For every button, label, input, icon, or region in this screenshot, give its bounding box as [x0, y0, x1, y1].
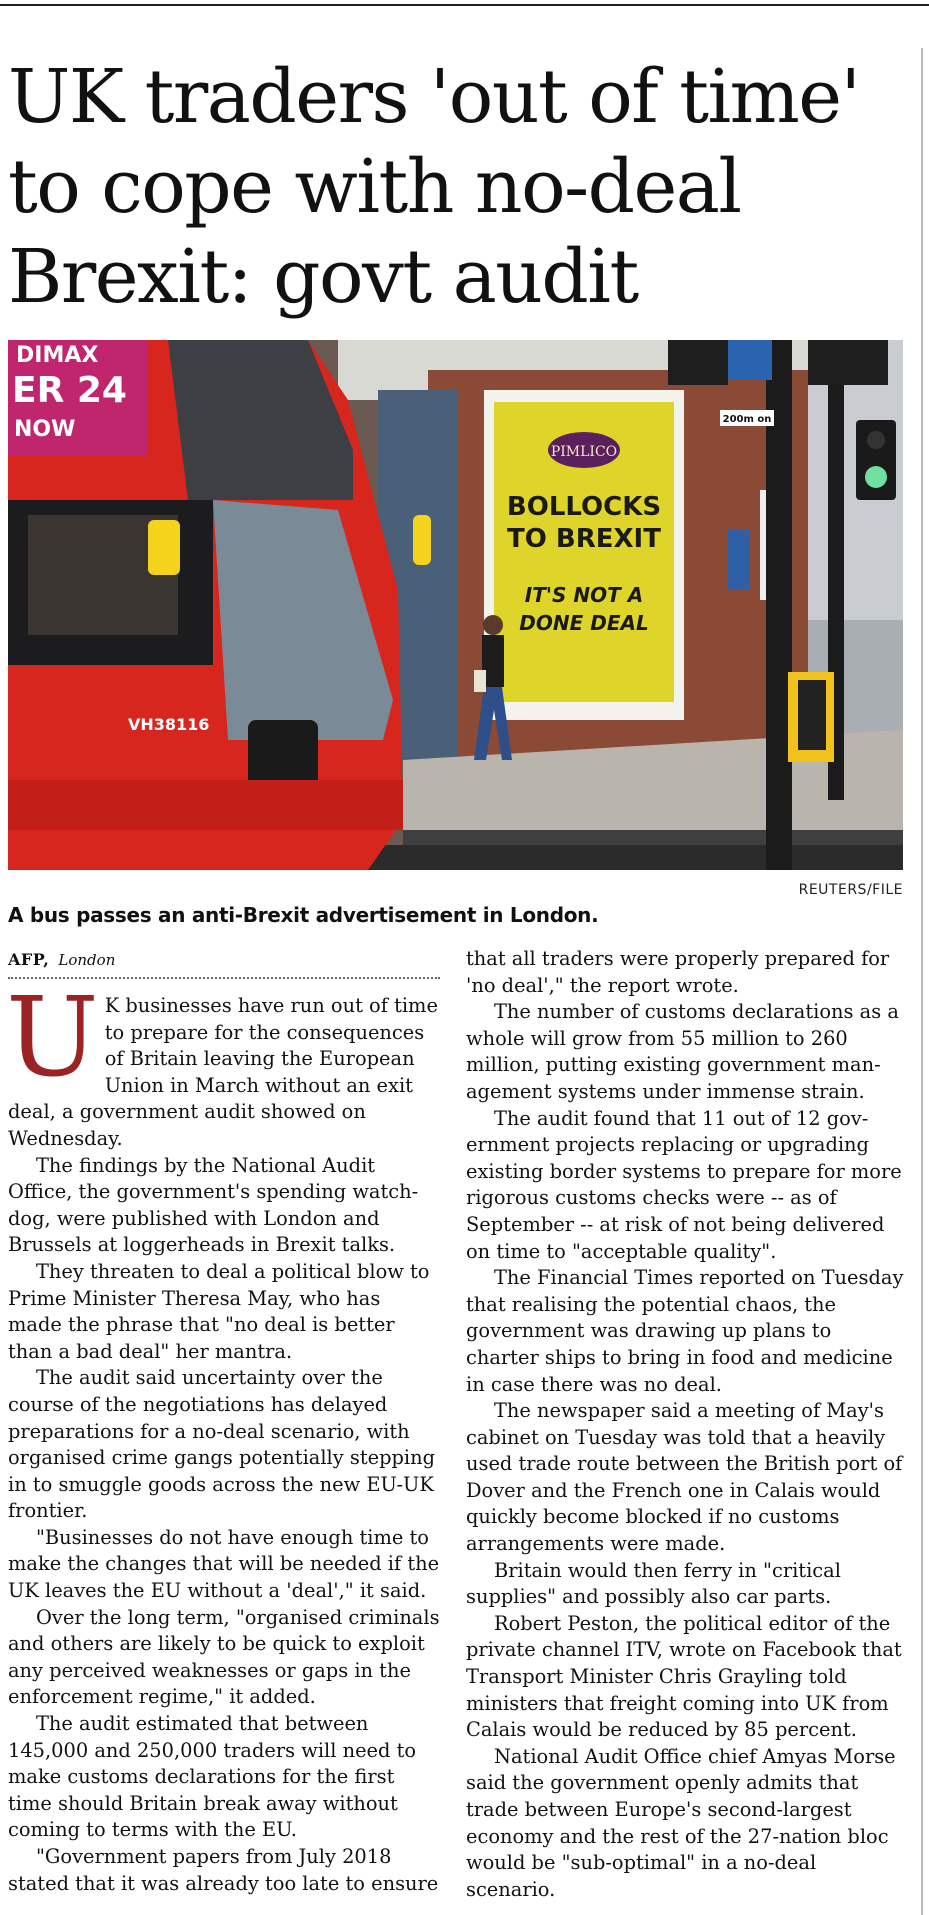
parking-sign: [728, 340, 772, 380]
article-column-left: [8, 945, 440, 1897]
news-photo: [8, 340, 903, 870]
body-paragraph: The Financial Times reported on Tuesday that realising the potential chaos, the government was drawing up plans to charter ships to bring in food and medicine in case there was no deal.: [466, 1266, 904, 1396]
bus-sign-line1: DIMAX: [16, 343, 99, 368]
body-paragraph: Britain would then ferry in "critical supplies" and possibly also car parts.: [466, 1558, 841, 1609]
bus-sign-line2: ER 24: [12, 370, 127, 411]
body-paragraph: The audit estimated that between 145,000 and 250,000 traders will need to make customs declarations for the first time should Britain break away without coming to terms with the EU.: [8, 1712, 417, 1842]
billboard-line2: TO BREXIT: [507, 524, 661, 554]
body-paragraph: The audit found that 11 out of 12 government projects replacing or upgrading existing border systems to prepare for more rigorous customs checks were -- as of September -- at risk of not being delivered on time to "acceptable quality".: [466, 1106, 902, 1263]
body-paragraph: The number of customs declarations as a whole will grow from 55 million to 260 million, putting existing government management systems under immense strain.: [466, 1000, 899, 1103]
drop-cap: U: [6, 973, 99, 1101]
body-paragraph: "Government papers from July 2018 stated that it was already too late to ensure: [8, 1845, 439, 1895]
body-paragraph: National Audit Office chief Amyas Morse said the government openly admits that trade between Europe's second-largest economy and the rest of the 27-nation bloc would be "sub-optimal" in a no-deal scenario.: [466, 1744, 896, 1901]
article-column-right: [466, 946, 906, 1903]
headline: UK traders 'out of time' to cope with no-deal Brexit: govt audit: [8, 54, 860, 320]
byline-place: London: [58, 951, 116, 969]
byline-agency: AFP,: [8, 950, 50, 969]
body-paragraph: that all traders were properly prepared for 'no deal'," the report wrote.: [466, 947, 890, 997]
top-rule: [0, 4, 929, 6]
body-paragraph: Robert Peston, the political editor of the private channel ITV, wrote on Facebook that Transport Minister Chris Grayling told ministers that freight coming into UK from Calais would be reduced by 85 percent.: [466, 1611, 902, 1742]
column-rule: [921, 48, 923, 1915]
body-paragraph: The newspaper said a meeting of May's cabinet on Tuesday was told that a heavily used trade route between the British port of Dover and the French one in Calais would quickly become blocked if no customs arrangements were made.: [466, 1399, 903, 1556]
street-sign: 200m on: [722, 414, 772, 425]
lead-text: K businesses have run out of time to prepare for the consequences of Britain leaving the European Union in March without an exit deal, a government audit showed on Wednesday.: [8, 994, 438, 1150]
body-paragraph: The findings by the National Audit Office, the government's spending watchdog, were published with London and Brussels at loggerheads in Brexit talks.: [8, 1153, 419, 1257]
bus-sign-line3: NOW: [14, 417, 76, 442]
byline: [8, 945, 440, 975]
lead-paragraph: [6, 973, 440, 1153]
photo-caption: A bus passes an anti-Brexit advertisement in London.: [8, 903, 599, 927]
bus-registration: VH38116: [128, 715, 210, 734]
billboard-line4: DONE DEAL: [519, 611, 649, 635]
body-paragraph: They threaten to deal a political blow to Prime Minister Theresa May, who has made the phrase that "no deal is better than a bad deal" her mantra.: [8, 1259, 430, 1363]
photo-credit: REUTERS/FILE: [798, 882, 903, 898]
billboard-line1: BOLLOCKS: [506, 492, 662, 522]
body-paragraph: The audit said uncertainty over the course of the negotiations has delayed preparations for a no-deal scenario, with organised crime gangs potentially stepping in to smuggle goods across the new EU-UK frontier.: [8, 1366, 436, 1523]
body-paragraph: "Businesses do not have enough time to make the changes that will be needed if the UK leaves the EU without a 'deal'," it said.: [8, 1525, 440, 1603]
billboard-brand: PIMLICO: [550, 444, 618, 460]
body-paragraph: Over the long term, "organised criminals and others are likely to be quick to exploit any perceived weaknesses or gaps in the enforcement regime," it added.: [8, 1605, 440, 1709]
billboard-line3: IT'S NOT A: [524, 583, 644, 607]
